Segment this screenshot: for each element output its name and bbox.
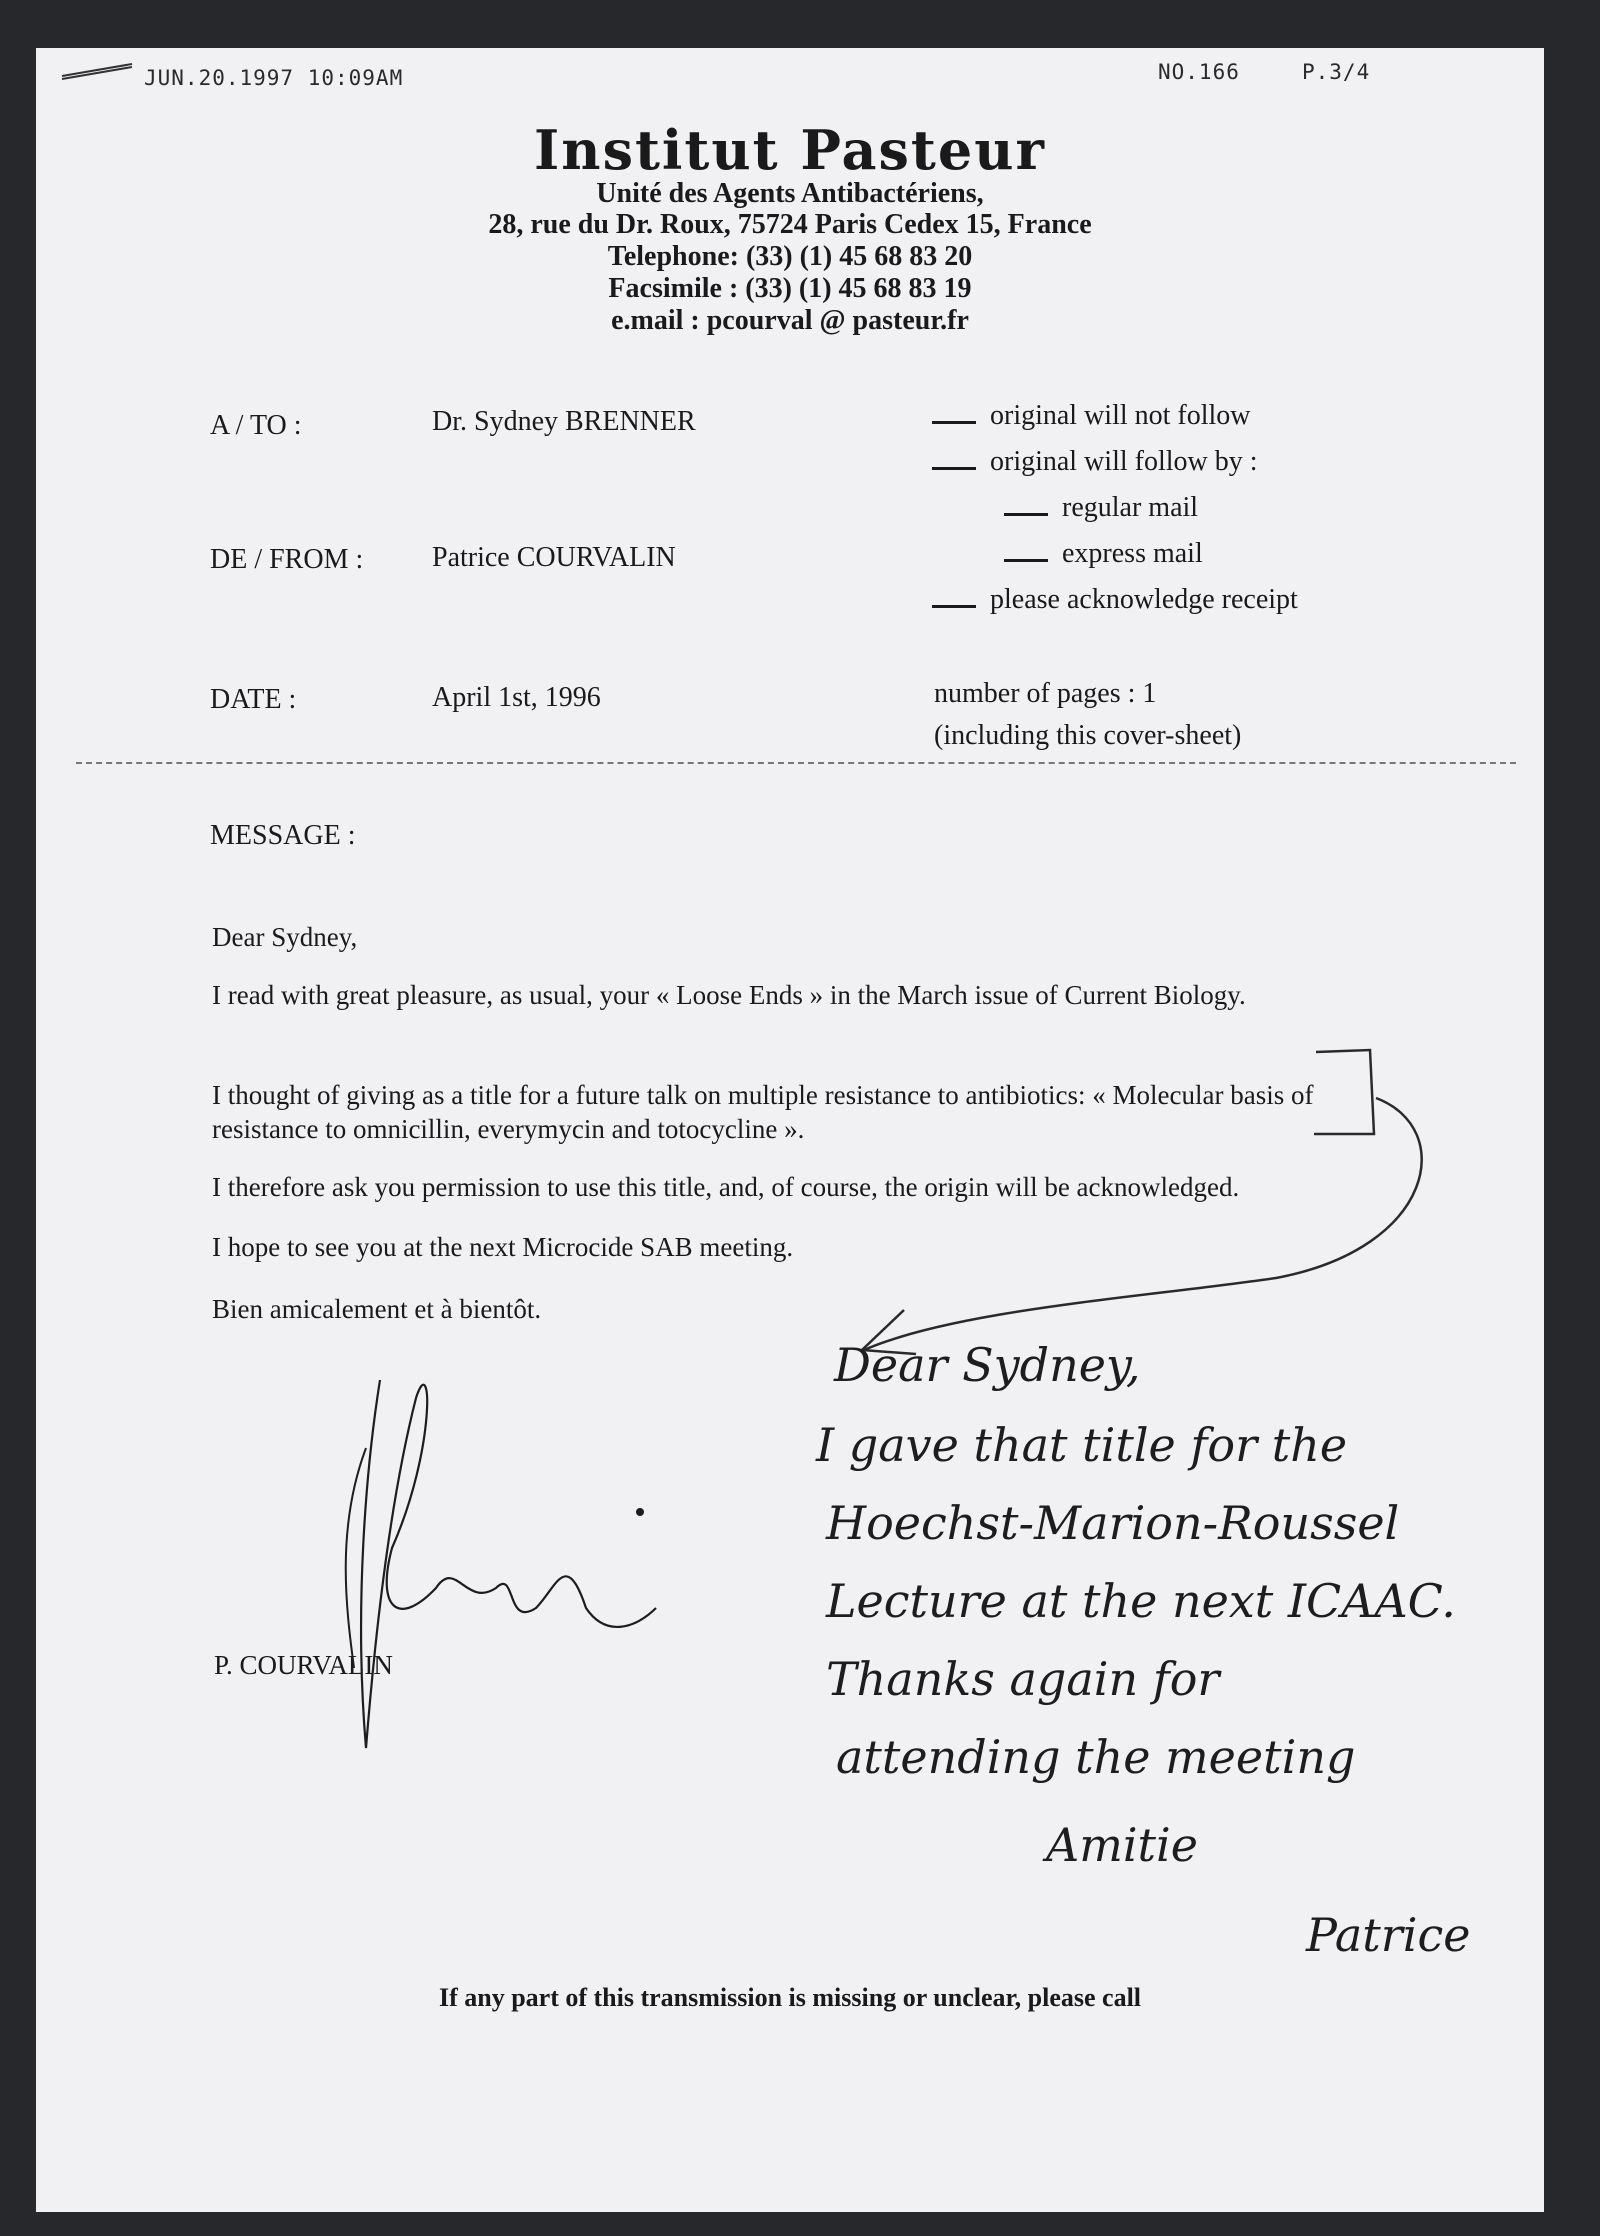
letterhead-address: 28, rue du Dr. Roux, 75724 Paris Cedex 15, France: [488, 209, 1092, 240]
signature-name: P. COURVALIN: [214, 1650, 393, 1680]
to-label: A / TO :: [210, 410, 302, 441]
letterhead-email: e.mail : pcourval @ pasteur.fr: [611, 305, 969, 336]
from-label: DE / FROM :: [210, 544, 364, 575]
paragraph-permission: I therefore ask you permission to use this title, and, of course, the origin will be acknowledged.: [212, 1172, 1240, 1202]
paragraph-loose-ends: I read with great pleasure, as usual, your « Loose Ends » in the March issue of Current Biology.: [212, 980, 1246, 1010]
fax-page: [36, 48, 1544, 2212]
salutation: Dear Sydney,: [212, 922, 358, 952]
option-express-mail: express mail: [1004, 538, 1203, 570]
letterhead-telephone: Telephone: (33) (1) 45 68 83 20: [607, 241, 973, 272]
handwritten-line: Dear Sydney,: [834, 1338, 1141, 1392]
handwritten-line: Thanks again for: [826, 1652, 1220, 1706]
letterhead-facsimile: Facsimile : (33) (1) 45 68 83 19: [608, 273, 972, 304]
from-value: Patrice COURVALIN: [432, 542, 676, 573]
page-count-note: (including this cover-sheet): [934, 720, 1242, 751]
option-regular-mail: regular mail: [1004, 492, 1198, 524]
to-value: Dr. Sydney BRENNER: [432, 406, 696, 437]
fax-number: NO.166: [1158, 60, 1240, 84]
paragraph-title-idea: I thought of giving as a title for a future talk on multiple resistance to antibiotics: « Molecular basis of resistance to omnicillin, everymycin and totocycline ».: [212, 1080, 1314, 1144]
message-label: MESSAGE :: [210, 820, 356, 851]
page-count: number of pages : 1: [934, 678, 1157, 709]
fax-datetime: JUN.20.1997 10:09AM: [144, 66, 404, 90]
date-value: April 1st, 1996: [432, 682, 601, 713]
option-original-will-follow: original will follow by :: [932, 446, 1258, 478]
paragraph-meeting: I hope to see you at the next Microcide SAB meeting.: [212, 1232, 794, 1262]
letterhead-unit: Unité des Agents Antibactériens,: [596, 178, 984, 209]
handwritten-line: I gave that title for the: [816, 1418, 1348, 1472]
handwritten-line: Hoechst-Marion-Roussel: [826, 1496, 1400, 1550]
option-acknowledge-receipt: please acknowledge receipt: [932, 584, 1298, 616]
footer-note: If any part of this transmission is missing or unclear, please call: [438, 1983, 1142, 2012]
closing: Bien amicalement et à bientôt.: [212, 1294, 542, 1324]
handwritten-signature: Patrice: [1306, 1908, 1471, 1962]
institution-name: Institut Pasteur: [534, 118, 1046, 182]
option-original-not-follow: original will not follow: [932, 400, 1251, 432]
fax-page-number: P.3/4: [1302, 60, 1371, 84]
handwritten-line: attending the meeting: [836, 1730, 1356, 1784]
date-label: DATE :: [210, 684, 297, 715]
handwritten-arrow-icon: [36, 48, 1544, 2212]
handwritten-line: Amitie: [1046, 1818, 1198, 1872]
handwritten-line: Lecture at the next ICAAC.: [826, 1574, 1456, 1628]
